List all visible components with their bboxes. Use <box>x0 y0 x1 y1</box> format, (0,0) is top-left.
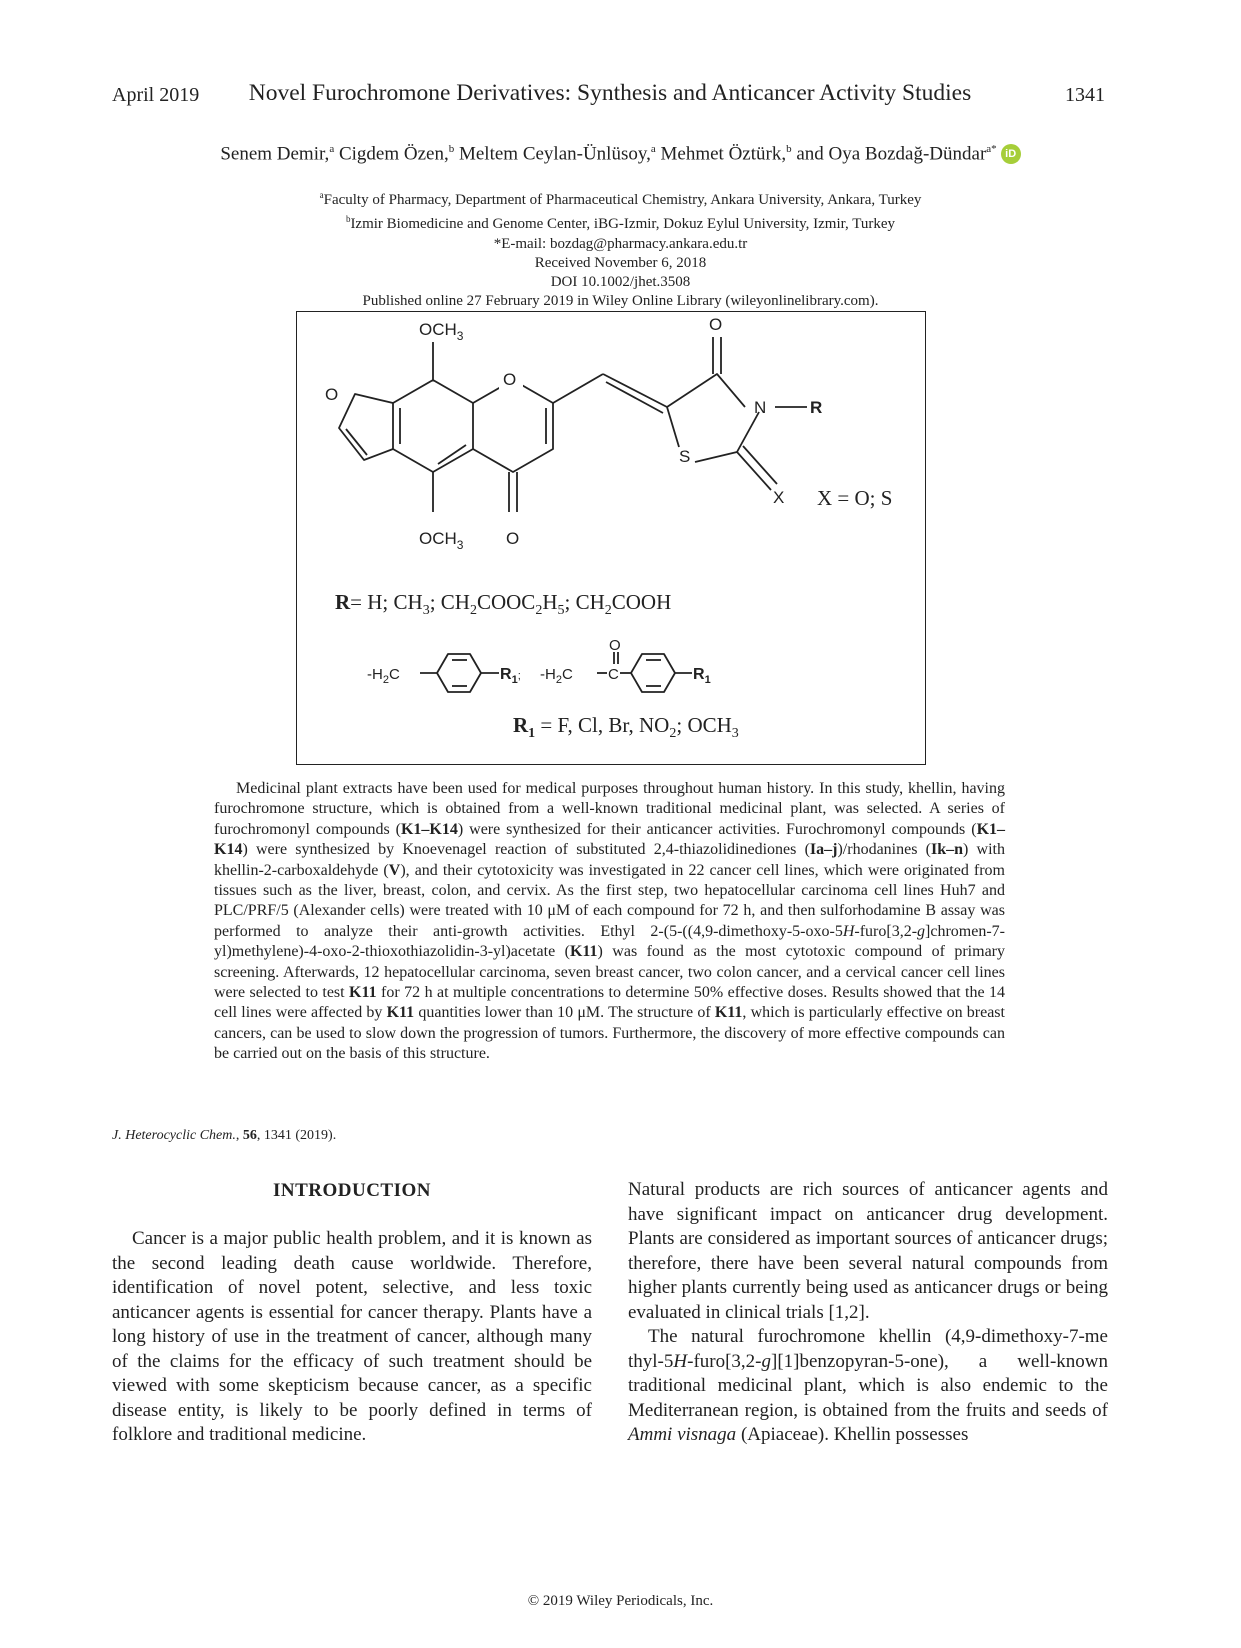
section-heading-introduction: INTRODUCTION <box>272 1180 432 1201</box>
copyright-footer: © 2019 Wiley Periodicals, Inc. <box>527 1593 714 1609</box>
affiliation-mark: a <box>329 143 335 155</box>
author-name: and Oya Bozdağ-Dündar <box>791 143 987 165</box>
chromone-carbonyl-oxygen: O <box>506 529 520 548</box>
phenacyl-carbonyl-oxygen: O <box>609 637 621 654</box>
introduction-right-column <box>628 1178 1108 1448</box>
methoxy-top-label: $OCH_3$ <box>419 320 464 343</box>
r1-definition: $R_1 = F$, Cl, Br, $NO_2$; $OCH_3$ <box>513 713 739 741</box>
thiazolidine-carbonyl-oxygen: O <box>709 315 723 334</box>
author-list <box>100 143 1141 165</box>
intro-paragraph-2: Natural products are rich sources of anticancer agents and have significant impact on anticancer drug development. Plants are considered as important sources of anticancer drugs; therefore, there have been several natural compounds from higher plants currently being used as anticancer drugs or being evaluated in clinical trials [1,2]. <box>628 1179 1108 1323</box>
x-definition: X = O; S <box>817 486 893 510</box>
benzyl-ch2-label: $-H_2C$ <box>367 666 400 686</box>
page-number: 1341 <box>1065 84 1105 106</box>
received-date: Received November 6, 2018 <box>534 254 707 271</box>
introduction-left-column <box>112 1227 592 1448</box>
affiliation-a: $^a$Faculty of Pharmacy, Department of Pharmaceutical Chemistry, Ankara University, Ankara, Turkey <box>319 190 922 208</box>
chemical-structure-diagram <box>297 312 925 764</box>
orcid-icon[interactable]: iD <box>1001 144 1021 164</box>
pyran-oxygen-label: O <box>503 370 517 389</box>
affiliation-mark: a* <box>986 143 997 155</box>
r1-label-phenacyl: $R_1$ <box>693 666 711 686</box>
furan-oxygen-label: O <box>325 385 339 404</box>
nitrogen-label: N <box>754 398 767 417</box>
affiliation-mark: a <box>650 143 656 155</box>
x-atom-label: X <box>773 488 785 507</box>
author-name: Senem Demir, <box>220 143 330 165</box>
paper-title: Novel Furochromone Derivatives: Synthesis and Anticancer Activity Studies <box>248 80 972 106</box>
author-name: Mehmet Öztürk, <box>655 143 787 165</box>
r-group-label: R <box>810 398 823 417</box>
affiliation-mark: b <box>786 143 792 155</box>
sulfur-label: S <box>679 447 691 466</box>
corresponding-email[interactable]: *E-mail: bozdag@pharmacy.ankara.edu.tr <box>493 235 748 252</box>
affiliation-mark: b <box>448 143 455 155</box>
graphical-abstract-structure <box>296 311 926 765</box>
author-name: Meltem Ceylan-Ünlüsoy, <box>454 143 651 165</box>
phenacyl-ch2-label: $-H_2C$ <box>540 666 573 686</box>
methoxy-bottom-label: $OCH_3$ <box>419 529 464 552</box>
phenacyl-carbonyl-carbon: C <box>608 666 619 683</box>
published-online: Published online 27 February 2019 in Wiley Online Library (wileyonlinelibrary.com). <box>362 293 879 310</box>
r-definition: R= H; $CH_3$; $CH_2COOC_2H_5$; $CH_2COOH$ <box>335 590 672 618</box>
intro-paragraph-3: The natural furochromone khellin (4,9-dimethoxy-7-me thyl-5H-furo[3,2-g][1]benzopyran-5-one), a well-known traditional medicinal plant, which is also endemic to the Mediterranean region, is obtained from the fruits and seeds of Ammi visnaga (Apiaceae). Khellin possesses <box>628 1326 1108 1445</box>
affiliation-b: $^b$Izmir Biomedicine and Genome Center, iBG-Izmir, Dokuz Eylul University, Izmir, Turkey <box>345 214 896 233</box>
abstract: Medicinal plant extracts have been used for medical purposes throughout human history. In this study, khellin, having furochromone structure, which is obtained from a well-known traditional medicinal plant, was selected. A series of furochromonyl compounds (K1–K14) were synthesized for their anticancer activities. Furochromonyl compounds (K1–K14) were synthesized by Knoevenagel reaction of substituted 2,4-thiazolidinediones (Ia–j)/rhodanines (Ik–n) with khellin-2-carboxaldehyde (V), and their cytotoxicity was investigated in 22 cancer cell lines, which were originated from tissues such as the liver, breast, colon, and cervix. As the first step, two hepatocellular carcinoma cell lines Huh7 and PLC/PRF/5 (Alexander cells) were treated with 10 μM of each compound for 72 h, and then sulforhodamine B assay was performed to analyze their anti-growth activities. Ethyl 2-(5-((4,9-dimethoxy-5-oxo-5H-furo[3,2-g]chromen-7-yl)methylene)-4-oxo-2-thioxothiazolidin-3-yl)acetate (K11) was found as the most cytotoxic compound of primary screening. Afterwards, 12 hepatocellular carcinoma, seven breast cancer, two colon cancer, and a cervical cancer cell lines were selected to test K11 for 72 h at multiple concentrations to determine 50% effective doses. Results showed that the 14 cell lines were affected by K11 quantities lower than 10 μM. The structure of K11, which is particularly effective on breast cancers, can be used to slow down the progression of tumors. Furthermore, the discovery of more effective compounds can be carried out on the basis of this structure. <box>214 780 1006 1063</box>
r1-label-benzyl: $R_1^;$ <box>500 666 521 686</box>
journal-citation: J. Heterocyclic Chem., 56, 1341 (2019). <box>112 1128 337 1143</box>
intro-paragraph-1: Cancer is a major public health problem, and it is known as the second leading death cause worldwide. Therefore, identification of novel potent, selective, and less toxic anticancer agents is essential for cancer therapy. Plants have a long history of use in the treatment of cancer, although many of the claims for the efficacy of such treatment should be viewed with some skepticism because cancer, as a specific disease entity, is likely to be poorly defined in terms of folklore and traditional medicine. <box>112 1228 592 1445</box>
affiliations-block <box>200 186 1041 312</box>
header-date: April 2019 <box>112 84 200 106</box>
author-name: Cigdem Özen, <box>334 143 449 165</box>
doi[interactable]: DOI 10.1002/jhet.3508 <box>550 274 691 291</box>
